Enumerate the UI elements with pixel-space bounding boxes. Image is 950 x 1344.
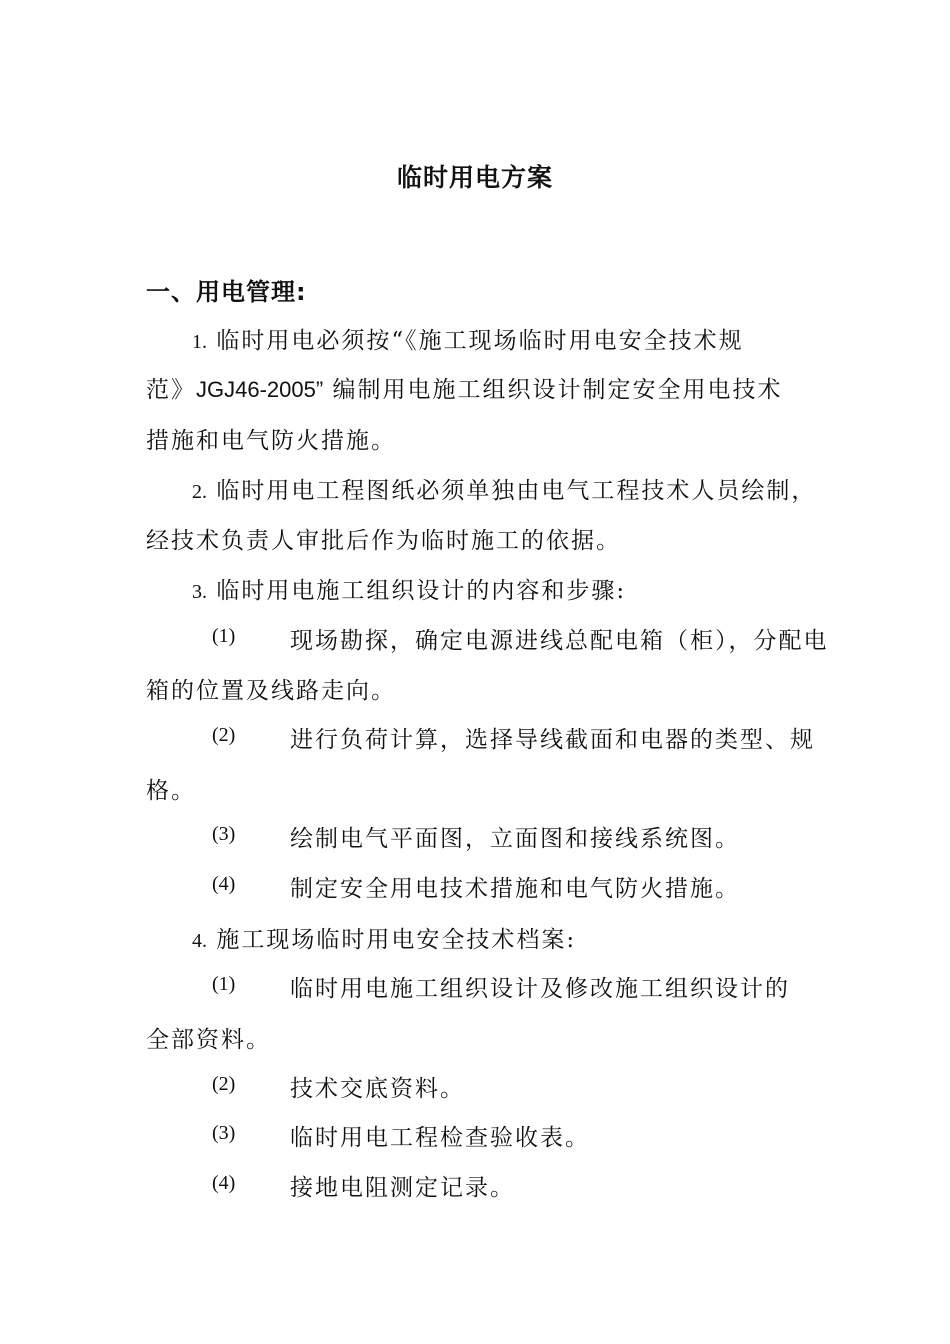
item-3-sub-2-text-2: 格。 [146, 778, 196, 804]
item-4-sub-1-text-2: 全部资料。 [146, 1027, 271, 1053]
item-4-sub-1-text-1: 临时用电施工组织设计及修改施工组织设计的 [290, 976, 790, 1002]
item-2-line-2 [146, 522, 816, 555]
item-2-line-1 [146, 472, 862, 505]
item-1-text-2-prefix: 范》 [146, 377, 196, 403]
item-4-sub-4-number: (4) [212, 1172, 236, 1194]
item-2-text-2: 经技术负责人审批后作为临时施工的依据。 [146, 528, 621, 554]
item-4-number: 4. [192, 930, 207, 952]
item-3-sub-1-text-1: 现场勘探，确定电源进线总配电箱（柜），分配电 [290, 628, 829, 654]
item-3-line [146, 572, 862, 605]
item-1-number: 1. [192, 331, 207, 353]
item-1-text-3: 措施和电气防火措施。 [146, 428, 396, 454]
item-3-sub-2-number: (2) [212, 724, 236, 746]
item-1-text-2-rest: 编制用电施工组织设计制定安全用电技术 [332, 377, 783, 403]
item-1-line-2 [146, 371, 816, 404]
item-4-sub-1-line-2 [146, 1021, 816, 1054]
item-4-sub-3-number: (3) [212, 1122, 236, 1144]
item-3-sub-4-text: 制定安全用电技术措施和电气防火措施。 [290, 876, 740, 902]
item-3-sub-1-line-2 [146, 672, 816, 705]
item-3-sub-1-number: (1) [212, 625, 236, 647]
item-3-sub-2-text-1: 进行负荷计算，选择导线截面和电器的类型、规 [290, 727, 815, 753]
item-3-text: 临时用电施工组织设计的内容和步骤: [216, 578, 627, 604]
item-3-number: 3. [192, 581, 207, 603]
item-1-line-3 [146, 422, 816, 455]
item-3-sub-4-number: (4) [212, 873, 236, 895]
item-3-sub-2-line-2 [146, 772, 816, 805]
item-3-sub-3-number: (3) [212, 823, 236, 845]
item-1-line-1 [146, 322, 862, 355]
item-2-number: 2. [192, 481, 207, 503]
item-4-text: 施工现场临时用电安全技术档案: [216, 927, 577, 953]
item-3-sub-3-text: 绘制电气平面图，立面图和接线系统图。 [290, 826, 740, 852]
item-4-sub-4-text: 接地电阻测定记录。 [290, 1175, 515, 1201]
item-4-sub-2-text: 技术交底资料。 [290, 1076, 465, 1102]
item-4-sub-2-number: (2) [212, 1073, 236, 1095]
item-2-text-1: 临时用电工程图纸必须单独由电气工程技术人员绘制， [216, 478, 817, 504]
item-3-sub-1-text-2: 箱的位置及线路走向。 [146, 678, 396, 704]
item-4-sub-3-text: 临时用电工程检查验收表。 [290, 1125, 590, 1151]
item-1-standard-code: JGJ46-2005” [196, 377, 324, 402]
document-title: 临时用电方案 [396, 163, 553, 192]
item-1-text-1: 临时用电必须按“《施工现场临时用电安全技术规 [216, 328, 744, 354]
section-heading-power-management: 一、用电管理: [146, 278, 307, 306]
item-4-sub-1-number: (1) [212, 973, 236, 995]
item-4-line [146, 921, 862, 954]
